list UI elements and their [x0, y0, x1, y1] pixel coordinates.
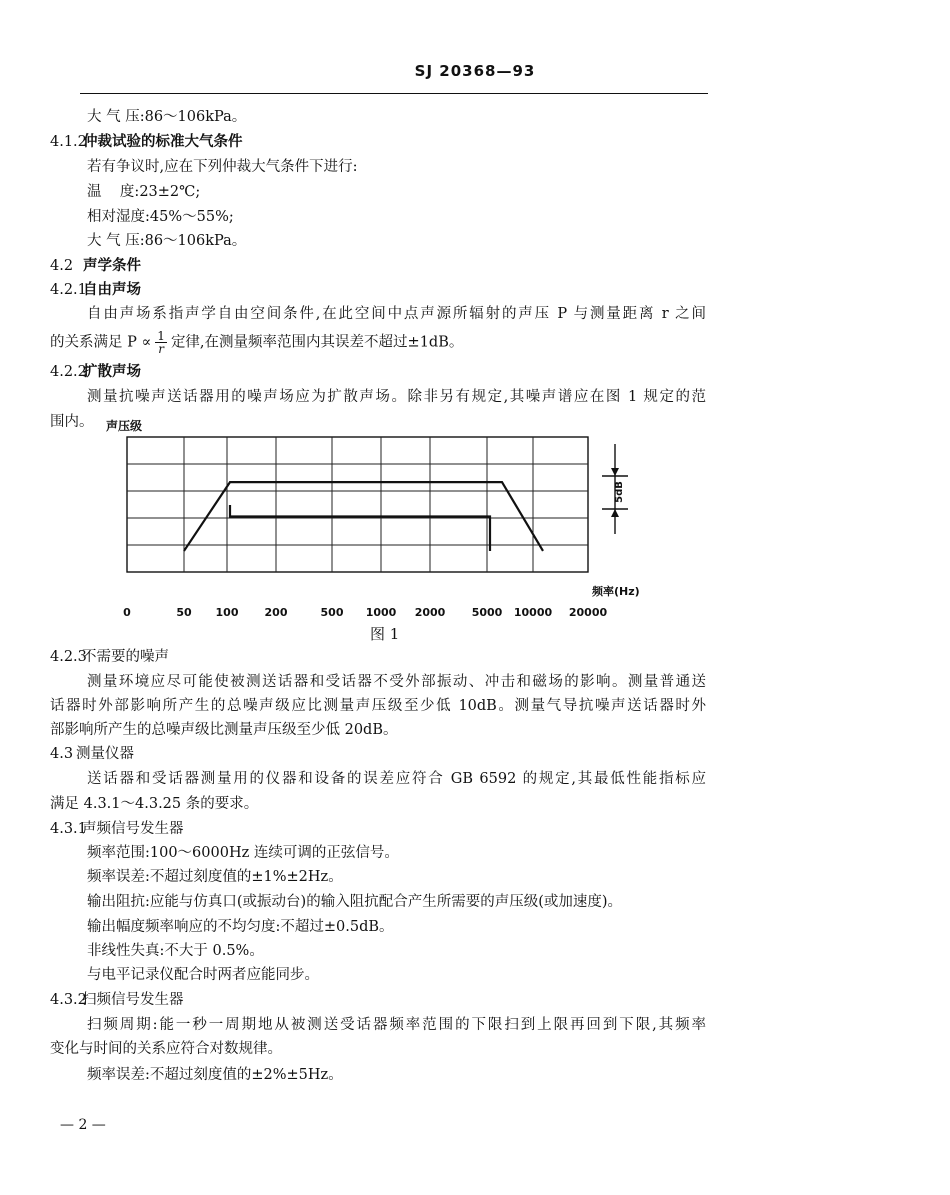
section-number: 4.3.2: [50, 992, 87, 1008]
sweep-period-line-1: 扫频周期:能一秒一周期地从被测送受话器频率范围的下限扫到上限再回到下限,其频率: [87, 1017, 706, 1033]
plot-frame: [127, 437, 588, 572]
chart-lines: [184, 482, 543, 551]
section-title: 扩散声场: [83, 363, 141, 380]
section-title: 不需要的噪声: [82, 649, 169, 665]
lower-limit-line: [230, 505, 490, 551]
section-title: 声学条件: [83, 257, 141, 274]
figure-caption: 图 1: [370, 625, 400, 643]
proportional-text: 的关系满足 P ∝: [50, 334, 152, 351]
section-title: 声频信号发生器: [82, 821, 184, 837]
section-number: 4.2: [50, 258, 74, 274]
x-tick-label: 0: [123, 606, 131, 619]
section-title: 仲裁试验的标准大气条件: [83, 133, 243, 150]
section-number: 4.3.1: [50, 821, 87, 837]
y-axis-label: 声压级: [106, 419, 143, 433]
fraction-denominator: r: [158, 342, 164, 356]
x-tick-labels: [123, 606, 607, 619]
spec-item: 频率误差:不超过刻度值的±1%±2Hz。: [87, 869, 343, 885]
section-number: 4.2.2: [50, 364, 87, 380]
diffuse-field-paragraph-line-2: 围内。: [50, 414, 94, 430]
unwanted-noise-line-3: 部影响所产生的总噪声级比测量声压级至少低 20dB。: [50, 722, 398, 738]
x-tick-label: 1000: [365, 606, 397, 619]
spec-item: 非线性失真:不大于 0.5%。: [87, 943, 264, 959]
scale-marker: [602, 444, 628, 534]
atmospheric-pressure-line: 大 气 压:86～106kPa。: [87, 109, 247, 125]
section-4-3-1-heading: [50, 820, 184, 838]
x-tick-label: 20000: [568, 606, 608, 619]
page-number: — 2 —: [60, 1117, 106, 1133]
x-tick-label: 100: [215, 606, 239, 619]
x-tick-label: 2000: [414, 606, 446, 619]
atmospheric-pressure-line-2: 大 气 压:86～106kPa。: [87, 233, 247, 249]
instruments-line-1: 送话器和受话器测量用的仪器和设备的误差应符合 GB 6592 的规定,其最低性能指标应: [87, 771, 706, 787]
temperature-line: 温 度:23±2℃;: [87, 184, 201, 200]
section-number: 4.1.2: [50, 134, 87, 150]
sweep-period-line-2: 变化与时间的关系应符合对数规律。: [50, 1041, 282, 1057]
x-tick-label: 5000: [471, 606, 503, 619]
chart-grid: [127, 437, 588, 572]
section-number: 4.2.3: [50, 649, 87, 665]
diffuse-field-paragraph-line-1: 测量抗噪声送话器用的噪声场应为扩散声场。除非另有规定,其噪声谱应在图 1 规定的范: [87, 389, 706, 405]
x-axis-label: 频率(Hz): [592, 585, 640, 598]
marker-label: 5dB: [614, 481, 625, 503]
spec-item: 输出阻抗:应能与仿真口(或振动台)的输入阻抗配合产生所需要的声压级(或加速度)。: [87, 894, 623, 910]
spec-item: 与电平记录仪配合时两者应能同步。: [87, 967, 319, 983]
fraction-numerator: 1: [157, 329, 165, 343]
arbitration-intro: 若有争议时,应在下列仲裁大气条件下进行:: [87, 159, 358, 175]
marker-arrow-down: [611, 468, 619, 476]
free-field-paragraph-line-1: 自由声场系指声学自由空间条件,在此空间中点声源所辐射的声压 P 与测量距离 r 之间: [87, 306, 706, 322]
unwanted-noise-line-1: 测量环境应尽可能使被测送话器和受话器不受外部振动、冲击和磁场的影响。测量普通送: [87, 674, 706, 690]
spec-item: 输出幅度频率响应的不均匀度:不超过±0.5dB。: [87, 919, 394, 935]
law-text: 定律,在测量频率范围内其误差不超过±1dB。: [170, 334, 464, 351]
section-number: 4.2.1: [50, 282, 87, 298]
section-4-3-2-heading: [50, 991, 184, 1009]
x-tick-label: 200: [264, 606, 288, 619]
x-tick-label: 500: [320, 606, 344, 619]
section-4-3-heading: [50, 745, 134, 763]
marker-arrow-up: [611, 509, 619, 517]
instruments-line-2: 满足 4.3.1～4.3.25 条的要求。: [50, 796, 259, 812]
section-title: 自由声场: [83, 281, 141, 298]
section-title: 扫频信号发生器: [82, 992, 184, 1008]
spec-item: 频率范围:100～6000Hz 连续可调的正弦信号。: [87, 845, 399, 861]
unwanted-noise-line-2: 话器时外部影响所产生的总噪声级应比测量声压级至少低 10dB。测量气导抗噪声送话器时外: [50, 698, 706, 714]
page-header: SJ 20368—93: [414, 62, 536, 80]
section-title: 测量仪器: [76, 746, 134, 762]
x-tick-label: 10000: [513, 606, 553, 619]
section-number: 4.3: [50, 746, 74, 762]
section-4-2-3-heading: [50, 648, 169, 666]
humidity-line: 相对湿度:45%～55%;: [87, 209, 234, 225]
sweep-frequency-error: 频率误差:不超过刻度值的±2%±5Hz。: [87, 1067, 343, 1083]
x-tick-label: 50: [176, 606, 192, 619]
